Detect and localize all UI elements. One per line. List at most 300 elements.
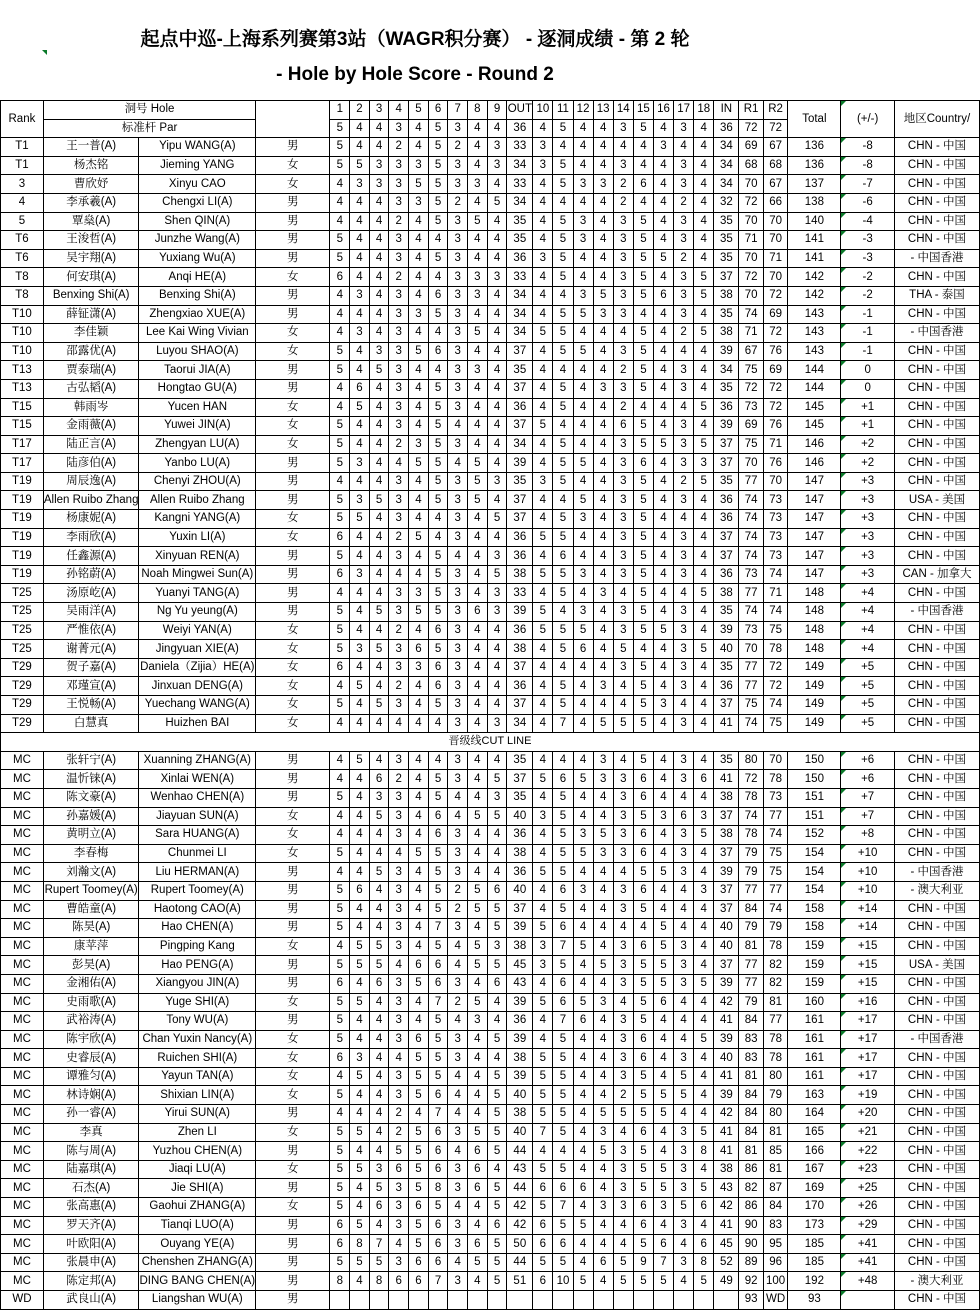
score-cell: 3 xyxy=(533,138,553,157)
player-gender: 男 xyxy=(256,547,330,566)
score-cell: 4 xyxy=(350,361,370,380)
score-cell: 77 xyxy=(739,677,763,696)
score-cell: 35 xyxy=(507,361,533,380)
player-row xyxy=(1,844,980,863)
player-country: CHN - 中国 xyxy=(894,751,979,770)
player-name-en: Daniela（Zijia）HE(A) xyxy=(139,658,256,677)
score-cell: 4 xyxy=(553,286,573,305)
score-cell: 3 xyxy=(389,937,409,956)
score-cell: 70 xyxy=(739,286,763,305)
score-cell: 4 xyxy=(573,788,593,807)
score-cell: 3 xyxy=(487,268,507,287)
score-cell: 4 xyxy=(369,286,389,305)
player-name-cn: 温忻铼(A) xyxy=(43,770,139,789)
score-cell: 5 xyxy=(653,1160,673,1179)
score-cell: 44 xyxy=(507,1179,533,1198)
score-cell: 5 xyxy=(653,974,673,993)
player-rank: MC xyxy=(1,937,44,956)
score-cell: 5 xyxy=(350,677,370,696)
score-cell xyxy=(409,1291,429,1310)
player-total: 148 xyxy=(788,584,841,603)
player-diff: +22 xyxy=(841,1142,895,1161)
score-cell: 6 xyxy=(613,417,633,436)
score-cell: 3 xyxy=(573,231,593,250)
score-cell: 4 xyxy=(487,361,507,380)
player-row xyxy=(1,175,980,194)
score-cell: 4 xyxy=(409,361,429,380)
player-diff: -1 xyxy=(841,324,895,343)
score-cell: 5 xyxy=(633,807,653,826)
score-cell: 5 xyxy=(553,844,573,863)
score-cell: 4 xyxy=(350,231,370,250)
score-cell: 3 xyxy=(613,286,633,305)
score-cell: 36 xyxy=(714,491,739,510)
score-cell: 5 xyxy=(487,956,507,975)
score-cell: 4 xyxy=(694,417,714,436)
score-cell: 3 xyxy=(674,454,694,473)
score-cell: 4 xyxy=(694,658,714,677)
score-cell: 4 xyxy=(653,1067,673,1086)
player-total: 148 xyxy=(788,603,841,622)
score-cell: 3 xyxy=(389,788,409,807)
score-cell: 3 xyxy=(448,1216,468,1235)
player-diff: +26 xyxy=(841,1198,895,1217)
player-name-cn: 曹皓童(A) xyxy=(43,900,139,919)
score-cell: 5 xyxy=(468,900,488,919)
score-cell: 3 xyxy=(389,974,409,993)
score-cell: 4 xyxy=(330,1105,350,1124)
player-name-en: Jie SHI(A) xyxy=(139,1179,256,1198)
score-cell: 5 xyxy=(553,379,573,398)
player-rank: T29 xyxy=(1,658,44,677)
score-cell: 5 xyxy=(487,1105,507,1124)
player-name-en: Benxing Shi(A) xyxy=(139,286,256,305)
score-cell xyxy=(714,1291,739,1310)
score-cell: 3 xyxy=(350,1049,370,1068)
player-name-cn: 覃燊(A) xyxy=(43,212,139,231)
hole-number: 11 xyxy=(553,101,573,120)
score-cell: 4 xyxy=(369,919,389,938)
score-cell: 5 xyxy=(633,751,653,770)
player-row xyxy=(1,1012,980,1031)
score-cell: 5 xyxy=(350,156,370,175)
score-cell: 4 xyxy=(533,398,553,417)
player-diff: +10 xyxy=(841,844,895,863)
score-cell: 4 xyxy=(593,919,613,938)
player-name-en: Zhengyan LU(A) xyxy=(139,435,256,454)
score-cell: 5 xyxy=(428,175,448,194)
score-cell: 81 xyxy=(739,1142,763,1161)
score-cell: 4 xyxy=(468,528,488,547)
player-total: 147 xyxy=(788,528,841,547)
score-cell: 2 xyxy=(389,770,409,789)
player-total: 163 xyxy=(788,1086,841,1105)
score-cell: 37 xyxy=(714,528,739,547)
score-cell: 5 xyxy=(553,1067,573,1086)
score-cell: 3 xyxy=(613,937,633,956)
player-gender: 女 xyxy=(256,1049,330,1068)
score-cell: 4 xyxy=(330,677,350,696)
score-cell: 3 xyxy=(448,751,468,770)
score-cell: 4 xyxy=(448,1067,468,1086)
score-cell: 5 xyxy=(487,1067,507,1086)
score-cell: 4 xyxy=(350,1105,370,1124)
score-cell: 5 xyxy=(428,1012,448,1031)
score-cell: 3 xyxy=(674,751,694,770)
score-cell: 4 xyxy=(573,956,593,975)
player-rank: MC xyxy=(1,1142,44,1161)
score-cell: 5 xyxy=(533,1160,553,1179)
score-cell: 72 xyxy=(763,677,788,696)
score-cell: 6 xyxy=(389,1272,409,1291)
score-cell: 4 xyxy=(573,138,593,157)
score-cell: 4 xyxy=(633,138,653,157)
score-cell: 4 xyxy=(653,324,673,343)
score-cell: 4 xyxy=(369,993,389,1012)
score-cell: 5 xyxy=(633,565,653,584)
score-cell: 3 xyxy=(468,361,488,380)
score-cell: 4 xyxy=(330,193,350,212)
score-cell: 3 xyxy=(369,156,389,175)
player-name-en: Liu HERMAN(A) xyxy=(139,863,256,882)
score-cell: 4 xyxy=(573,268,593,287)
score-cell xyxy=(507,1291,533,1310)
score-cell: 37 xyxy=(714,844,739,863)
score-cell: 4 xyxy=(613,696,633,715)
player-total: 154 xyxy=(788,863,841,882)
player-country: CHN - 中国 xyxy=(894,268,979,287)
score-cell: 3 xyxy=(448,1179,468,1198)
player-name-en: Yipu WANG(A) xyxy=(139,138,256,157)
score-cell: 36 xyxy=(714,510,739,529)
score-cell: 4 xyxy=(428,528,448,547)
player-row xyxy=(1,138,980,157)
player-name-cn: 彭昊(A) xyxy=(43,956,139,975)
player-gender: 男 xyxy=(256,919,330,938)
score-cell: 35 xyxy=(714,305,739,324)
score-cell: 3 xyxy=(448,1272,468,1291)
score-cell: 4 xyxy=(350,1012,370,1031)
player-rank: T10 xyxy=(1,324,44,343)
player-row xyxy=(1,603,980,622)
player-total: 150 xyxy=(788,751,841,770)
score-cell: 3 xyxy=(653,1198,673,1217)
score-cell: 2 xyxy=(389,528,409,547)
score-cell: 5 xyxy=(428,305,448,324)
player-diff: +1 xyxy=(841,398,895,417)
score-cell: 100 xyxy=(763,1272,788,1291)
score-cell: 2 xyxy=(674,324,694,343)
score-cell: 4 xyxy=(694,1086,714,1105)
score-cell: 3 xyxy=(613,565,633,584)
score-cell: 6 xyxy=(487,881,507,900)
score-cell: 3 xyxy=(487,156,507,175)
player-diff: +25 xyxy=(841,1179,895,1198)
score-cell: 5 xyxy=(487,565,507,584)
player-gender: 男 xyxy=(256,584,330,603)
player-row xyxy=(1,156,980,175)
player-total: 167 xyxy=(788,1160,841,1179)
score-cell: 5 xyxy=(428,193,448,212)
score-cell: 3 xyxy=(613,658,633,677)
score-cell: 5 xyxy=(487,193,507,212)
score-cell: 3 xyxy=(533,937,553,956)
score-cell: 7 xyxy=(553,937,573,956)
score-cell: 5 xyxy=(553,956,573,975)
score-cell: 4 xyxy=(573,156,593,175)
score-cell: 4 xyxy=(369,1142,389,1161)
player-rank: MC xyxy=(1,1216,44,1235)
score-cell: 3 xyxy=(350,454,370,473)
player-diff: +5 xyxy=(841,658,895,677)
player-rank: MC xyxy=(1,1123,44,1142)
player-name-cn: 史睿辰(A) xyxy=(43,1049,139,1068)
player-diff: -7 xyxy=(841,175,895,194)
score-table xyxy=(0,100,980,1310)
player-diff: +6 xyxy=(841,751,895,770)
score-cell: 36 xyxy=(507,826,533,845)
score-cell: 73 xyxy=(763,528,788,547)
score-cell: 4 xyxy=(653,603,673,622)
player-diff: +1 xyxy=(841,417,895,436)
score-cell: 4 xyxy=(409,565,429,584)
score-cell: 3 xyxy=(448,1160,468,1179)
player-row xyxy=(1,435,980,454)
score-cell: 4 xyxy=(369,844,389,863)
score-cell: 4 xyxy=(448,937,468,956)
score-cell: 3 xyxy=(389,547,409,566)
score-cell: 5 xyxy=(633,510,653,529)
score-cell: 6 xyxy=(389,1160,409,1179)
score-cell: 4 xyxy=(653,398,673,417)
player-total: 149 xyxy=(788,714,841,733)
score-cell: 5 xyxy=(553,677,573,696)
score-cell: 3 xyxy=(389,472,409,491)
score-cell: 3 xyxy=(674,956,694,975)
score-cell: 37 xyxy=(714,435,739,454)
player-gender: 男 xyxy=(256,751,330,770)
score-cell: 6 xyxy=(350,881,370,900)
score-cell: 3 xyxy=(409,193,429,212)
player-name-cn: 任鑫源(A) xyxy=(43,547,139,566)
score-cell: 4 xyxy=(533,547,553,566)
score-cell: 5 xyxy=(330,156,350,175)
score-cell: 4 xyxy=(573,1142,593,1161)
score-cell: 77 xyxy=(763,807,788,826)
player-country: CHN - 中国 xyxy=(894,528,979,547)
player-country: USA - 美国 xyxy=(894,956,979,975)
score-cell: 36 xyxy=(507,863,533,882)
player-diff: -4 xyxy=(841,212,895,231)
score-cell: 4 xyxy=(674,993,694,1012)
player-country: CHN - 中国 xyxy=(894,547,979,566)
score-cell: 70 xyxy=(763,212,788,231)
player-rank: MC xyxy=(1,974,44,993)
score-cell: 4 xyxy=(468,584,488,603)
score-cell: 3 xyxy=(674,1216,694,1235)
player-name-cn: 谭雅匀(A) xyxy=(43,1067,139,1086)
score-cell: 4 xyxy=(487,231,507,250)
score-cell: 4 xyxy=(330,212,350,231)
player-name-cn: 曹欣妤 xyxy=(43,175,139,194)
score-cell: 4 xyxy=(330,324,350,343)
score-cell: 3 xyxy=(389,807,409,826)
score-cell: 82 xyxy=(763,956,788,975)
score-cell: 4 xyxy=(448,417,468,436)
score-cell: 5 xyxy=(553,863,573,882)
player-total: 159 xyxy=(788,956,841,975)
score-cell: 4 xyxy=(674,881,694,900)
score-cell: 4 xyxy=(350,621,370,640)
score-cell: 5 xyxy=(573,454,593,473)
score-cell: 5 xyxy=(468,324,488,343)
score-cell: 4 xyxy=(330,305,350,324)
score-cell: 4 xyxy=(369,1012,389,1031)
player-name-cn: 金雨薇(A) xyxy=(43,417,139,436)
score-cell: 5 xyxy=(694,974,714,993)
score-cell: 4 xyxy=(593,1235,613,1254)
score-cell xyxy=(369,1291,389,1310)
score-cell: 3 xyxy=(674,305,694,324)
score-cell: 5 xyxy=(487,807,507,826)
score-cell: 5 xyxy=(428,398,448,417)
score-cell: 5 xyxy=(633,417,653,436)
score-cell: 4 xyxy=(409,714,429,733)
player-total: 145 xyxy=(788,398,841,417)
score-cell: 3 xyxy=(448,919,468,938)
player-rank: T8 xyxy=(1,268,44,287)
score-cell: 3 xyxy=(389,1067,409,1086)
score-cell: 4 xyxy=(350,826,370,845)
score-cell: 73 xyxy=(763,788,788,807)
score-cell: 5 xyxy=(468,491,488,510)
score-cell: 6 xyxy=(330,974,350,993)
player-row xyxy=(1,268,980,287)
player-row xyxy=(1,974,980,993)
score-cell: 4 xyxy=(593,1086,613,1105)
score-cell: 4 xyxy=(653,379,673,398)
score-cell: 82 xyxy=(739,1179,763,1198)
score-cell: 5 xyxy=(633,379,653,398)
player-row xyxy=(1,1235,980,1254)
score-cell: 4 xyxy=(653,193,673,212)
player-row xyxy=(1,1142,980,1161)
score-cell: 4 xyxy=(369,881,389,900)
score-cell: 4 xyxy=(350,547,370,566)
player-gender: 女 xyxy=(256,398,330,417)
player-row xyxy=(1,677,980,696)
player-rank: MC xyxy=(1,1160,44,1179)
score-cell: 70 xyxy=(739,249,763,268)
score-cell: 4 xyxy=(350,212,370,231)
score-cell: 4 xyxy=(468,231,488,250)
score-cell: 3 xyxy=(674,231,694,250)
score-cell: 3 xyxy=(613,1049,633,1068)
score-cell: 4 xyxy=(468,305,488,324)
score-cell: 3 xyxy=(448,565,468,584)
player-name-cn: 康苹萍 xyxy=(43,937,139,956)
cell-marker-icon xyxy=(42,50,47,55)
player-country: CHN - 中国 xyxy=(894,193,979,212)
score-cell: 5 xyxy=(369,491,389,510)
score-cell: 7 xyxy=(428,993,448,1012)
score-cell: 76 xyxy=(763,417,788,436)
score-cell: 8 xyxy=(694,1253,714,1272)
score-cell: 79 xyxy=(763,1086,788,1105)
player-name-en: Zhengxiao XUE(A) xyxy=(139,305,256,324)
score-cell: 4 xyxy=(350,658,370,677)
score-cell: 3 xyxy=(613,1179,633,1198)
score-cell: 3 xyxy=(613,770,633,789)
score-cell: 5 xyxy=(694,286,714,305)
player-name-cn: 黄明立(A) xyxy=(43,826,139,845)
score-cell: 5 xyxy=(533,1086,553,1105)
score-cell: 5 xyxy=(409,454,429,473)
score-cell: 4 xyxy=(573,1030,593,1049)
score-cell: 4 xyxy=(613,751,633,770)
score-cell: 4 xyxy=(593,454,613,473)
score-cell: 40 xyxy=(507,1123,533,1142)
score-cell: 2 xyxy=(448,193,468,212)
score-cell: 4 xyxy=(468,1030,488,1049)
player-gender: 男 xyxy=(256,361,330,380)
score-cell: 6 xyxy=(428,1142,448,1161)
score-cell: 5 xyxy=(653,1179,673,1198)
score-cell: 5 xyxy=(553,807,573,826)
player-row xyxy=(1,1123,980,1142)
player-gender: 男 xyxy=(256,1216,330,1235)
player-country: - 中国香港 xyxy=(894,863,979,882)
score-cell: 5 xyxy=(330,1142,350,1161)
score-cell: 4 xyxy=(573,1253,593,1272)
score-cell: 4 xyxy=(448,454,468,473)
score-cell: 4 xyxy=(369,1067,389,1086)
score-cell: 4 xyxy=(330,286,350,305)
player-country: CHN - 中国 xyxy=(894,658,979,677)
score-cell: 4 xyxy=(593,1179,613,1198)
score-cell: 4 xyxy=(468,1086,488,1105)
score-cell: 39 xyxy=(507,993,533,1012)
score-cell: 4 xyxy=(694,1067,714,1086)
score-cell: 5 xyxy=(573,621,593,640)
score-cell: 6 xyxy=(468,1179,488,1198)
score-cell: 6 xyxy=(553,993,573,1012)
score-cell: 4 xyxy=(593,863,613,882)
player-country: CHN - 中国 xyxy=(894,770,979,789)
player-country: CHN - 中国 xyxy=(894,454,979,473)
par-value: 4 xyxy=(350,119,370,138)
player-name-en: Xinyuan REN(A) xyxy=(139,547,256,566)
score-cell: 4 xyxy=(350,1198,370,1217)
player-total: 151 xyxy=(788,788,841,807)
player-total: 147 xyxy=(788,491,841,510)
player-name-cn: 古弘韬(A) xyxy=(43,379,139,398)
player-diff: +3 xyxy=(841,547,895,566)
score-cell: 82 xyxy=(763,974,788,993)
score-cell: 86 xyxy=(739,1160,763,1179)
score-cell: 4 xyxy=(468,677,488,696)
score-cell: 4 xyxy=(350,714,370,733)
score-cell: 3 xyxy=(613,844,633,863)
score-cell: 5 xyxy=(553,324,573,343)
player-total: 149 xyxy=(788,658,841,677)
player-total: 169 xyxy=(788,1179,841,1198)
player-diff: +7 xyxy=(841,788,895,807)
score-cell: 4 xyxy=(350,435,370,454)
player-name-cn: 王浚哲(A) xyxy=(43,231,139,250)
score-cell: 4 xyxy=(593,1012,613,1031)
score-cell: 3 xyxy=(613,621,633,640)
